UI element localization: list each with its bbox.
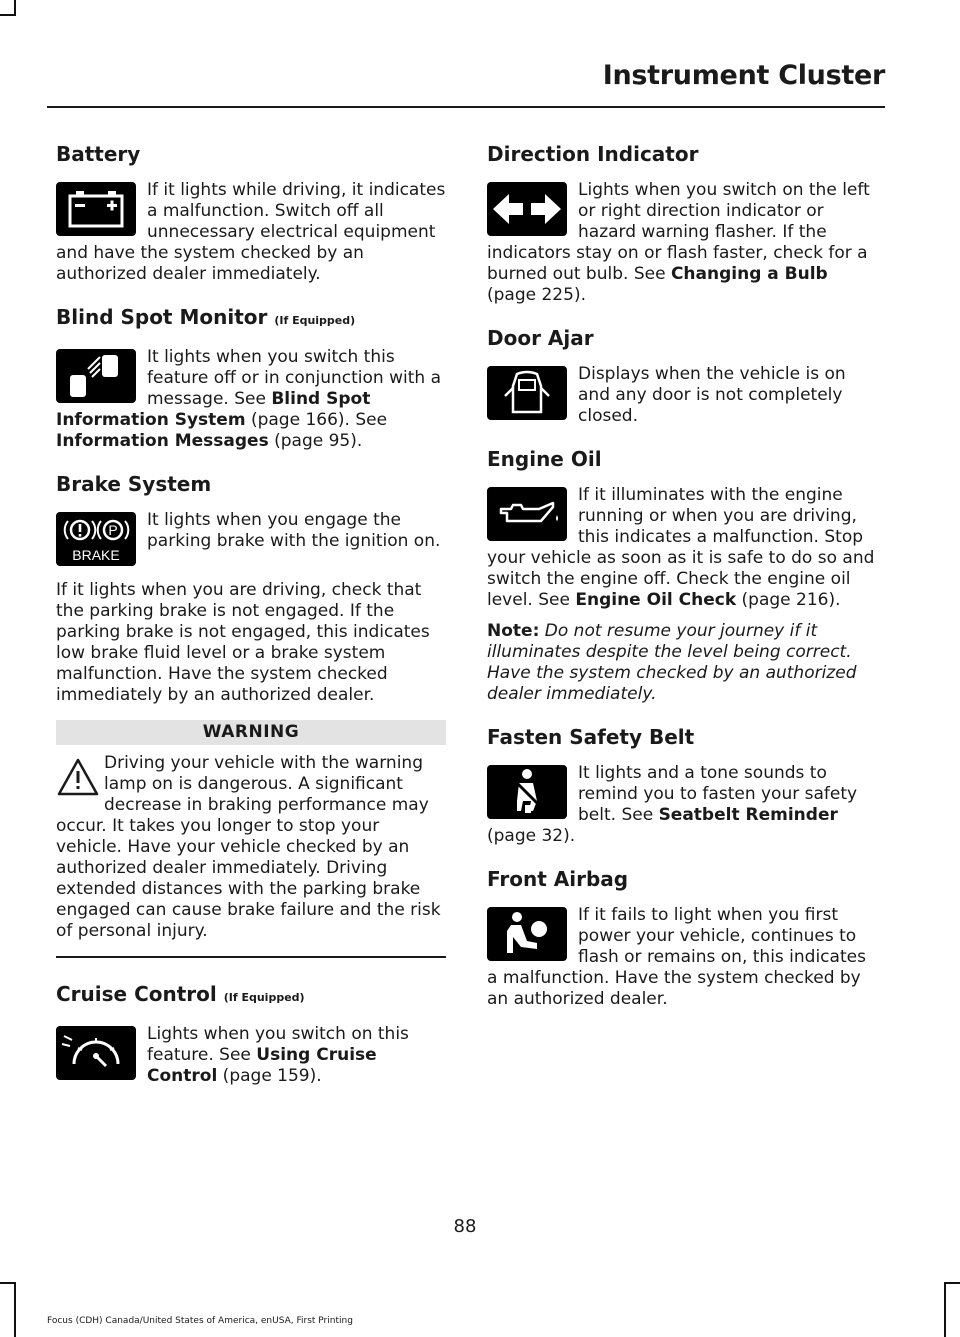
direction-text-1: Lights when you switch on the left or right direction indicator or hazard warning flasher. If the indicators stay on or flash faster, check for a burned out bulb. See xyxy=(487,180,870,284)
battery-section xyxy=(56,140,446,285)
brake-heading: Brake System xyxy=(56,472,212,496)
warning-text: Driving your vehicle with the warning lamp on is dangerous. A significant decrease in braking performance may occur. It takes you longer to stop your vehicle. Have your vehicle checked by an authorized dealer immediately. Driving extended distances with the parking brake engaged can cause brake failure and the risk of personal injury. xyxy=(56,753,441,941)
direction-link-1[interactable]: Changing a Bulb xyxy=(670,264,828,284)
blind-spot-text-3: (page 95). xyxy=(268,431,363,451)
cruise-heading-suffix: (If Equipped) xyxy=(223,991,305,1004)
airbag-icon xyxy=(487,907,567,961)
blind-spot-heading-suffix: (If Equipped) xyxy=(274,314,356,327)
oil-section xyxy=(487,445,877,705)
crop-mark xyxy=(14,1282,16,1337)
airbag-text: If it fails to light when you first power your vehicle, continues to flash or remains on, this indicates a malfunction. Have the system checked by an authorized dealer. xyxy=(487,905,866,1009)
cruise-heading-text: Cruise Control xyxy=(56,982,217,1006)
oil-note-label: Note: xyxy=(487,621,540,641)
svg-text:P: P xyxy=(108,522,118,538)
crop-mark xyxy=(944,1282,960,1284)
header-divider xyxy=(47,106,885,108)
seatbelt-text-1: It lights and a tone sounds to remind you to fasten your safety belt. See xyxy=(578,763,858,825)
door-heading: Door Ajar xyxy=(487,326,594,350)
seatbelt-icon xyxy=(487,765,567,819)
seatbelt-heading: Fasten Safety Belt xyxy=(487,725,695,749)
cruise-text-1: Lights when you switch on this feature. See xyxy=(147,1024,409,1065)
battery-icon xyxy=(56,182,136,236)
blind-spot-link-2[interactable]: Information Messages xyxy=(56,431,269,451)
cruise-heading xyxy=(56,980,446,1012)
oil-text-1: If it illuminates with the engine running or when you are driving, this indicates a malfunction. Stop your vehicle as soon as it is safe to do so and switch the engine off. Check the engine oil level. See xyxy=(487,485,875,610)
left-column xyxy=(56,140,446,1105)
battery-text: If it lights while driving, it indicates a malfunction. Switch off all unnecessary electrical equipment and have the system checked by an authorized dealer immediately. xyxy=(56,180,446,284)
cruise-section xyxy=(56,980,446,1087)
right-column xyxy=(487,140,877,1028)
door-section xyxy=(487,324,877,427)
blind-spot-link-1[interactable]: Blind Spot Information System xyxy=(56,389,371,430)
airbag-section xyxy=(487,865,877,1010)
blind-spot-heading xyxy=(56,303,446,335)
warning-body xyxy=(56,753,446,958)
warning-label: WARNING xyxy=(56,720,446,745)
seatbelt-section xyxy=(487,723,877,847)
brake-text-2: If it lights when you are driving, check that the parking brake is not engaged. If the parking brake is not engaged, this indicates low brake fluid level or a brake system malfunction. Have the system checked immediately by an authorized dealer. xyxy=(56,580,430,705)
direction-heading: Direction Indicator xyxy=(487,142,699,166)
crop-mark xyxy=(0,14,16,16)
blind-spot-text-1: It lights when you switch this feature off or in conjunction with a message. See xyxy=(147,347,441,409)
cruise-link-1[interactable]: Using Cruise Control xyxy=(147,1045,377,1086)
page-title: Instrument Cluster xyxy=(602,60,885,91)
brake-text-1: It lights when you engage the parking brake with the ignition on. xyxy=(147,510,441,551)
cruise-control-icon xyxy=(56,1026,136,1080)
oil-link-1[interactable]: Engine Oil Check xyxy=(575,590,737,610)
seatbelt-text-2: (page 32). xyxy=(487,826,576,846)
blind-spot-icon xyxy=(56,349,136,403)
door-ajar-icon xyxy=(487,366,567,420)
blind-spot-heading-text: Blind Spot Monitor xyxy=(56,305,268,329)
oil-can-icon xyxy=(487,487,567,541)
direction-section xyxy=(487,140,877,306)
blind-spot-section xyxy=(56,303,446,452)
page-number: 88 xyxy=(453,1216,477,1237)
oil-note xyxy=(487,621,877,705)
blind-spot-text-2: (page 166). See xyxy=(245,410,388,430)
direction-arrows-icon xyxy=(487,182,567,236)
oil-text-2: (page 216). xyxy=(736,590,841,610)
seatbelt-link-1[interactable]: Seatbelt Reminder xyxy=(658,805,838,825)
oil-heading: Engine Oil xyxy=(487,447,602,471)
brake-warning-icon xyxy=(56,512,136,566)
publication-footer: Focus (CDH) Canada/United States of America, enUSA, First Printing xyxy=(47,1316,353,1326)
brake-icon-label: BRAKE xyxy=(72,547,120,563)
direction-text-2: (page 225). xyxy=(487,285,586,305)
crop-mark xyxy=(944,1282,946,1337)
warning-triangle-icon xyxy=(56,757,100,797)
battery-heading: Battery xyxy=(56,142,141,166)
cruise-text-2: (page 159). xyxy=(217,1066,322,1086)
airbag-heading: Front Airbag xyxy=(487,867,629,891)
crop-mark xyxy=(0,1282,16,1284)
door-text: Displays when the vehicle is on and any door is not completely closed. xyxy=(578,364,846,426)
oil-note-text: Do not resume your journey if it illuminates despite the level being correct. Have the system checked by an authorized dealer immediately. xyxy=(487,621,857,704)
brake-section xyxy=(56,470,446,706)
